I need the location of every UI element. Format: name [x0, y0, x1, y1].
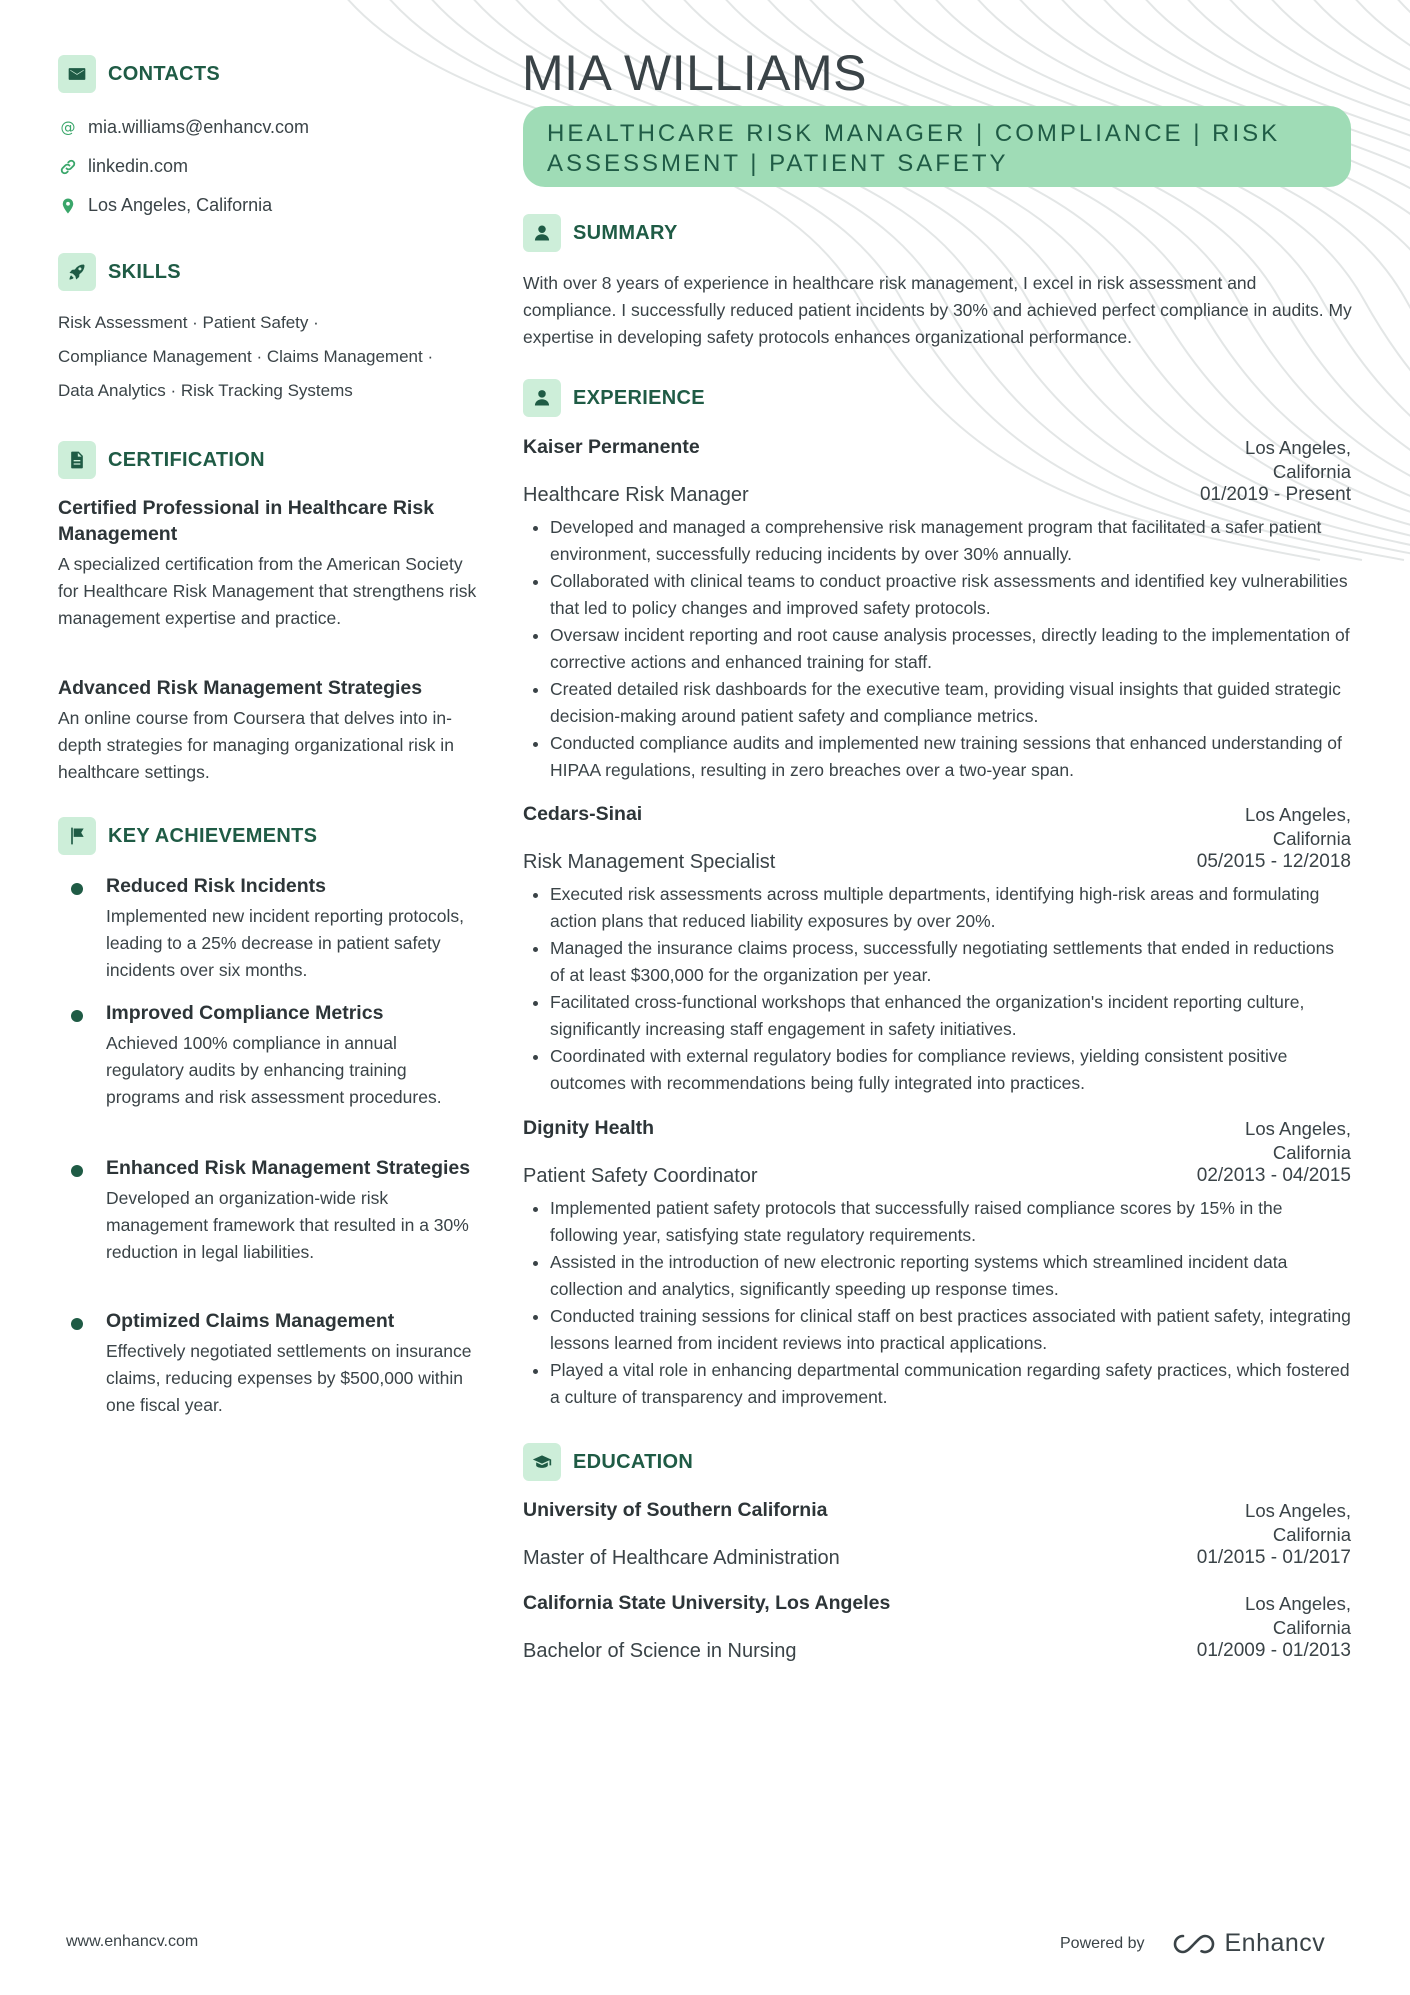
job-bullet: • Executed risk assessments across multiple departments, identifying high-risk areas and formulating action plans that reduced liability exposures by over 20%.	[550, 881, 1351, 935]
document-icon	[58, 441, 96, 479]
degree: Bachelor of Science in Nursing	[523, 1640, 797, 1662]
achievement-item	[58, 1000, 478, 1111]
bullet-dot	[71, 883, 83, 895]
skills-line: Data Analytics · Risk Tracking Systems	[58, 381, 353, 400]
job-location: Los Angeles, California	[1245, 437, 1351, 482]
skills-line: Compliance Management · Claims Management ·	[58, 347, 434, 366]
achievement-title: Reduced Risk Incidents	[106, 875, 326, 897]
job-bullet: • Facilitated cross-functional workshops that enhanced the organization's incident reporting culture, significantly increasing staff engagement in safety initiatives.	[550, 989, 1351, 1043]
education-dates: 01/2009 - 01/2013	[1196, 1640, 1351, 1661]
contacts-heading	[58, 55, 220, 93]
experience-title: EXPERIENCE	[573, 386, 705, 409]
achievement-description: Effectively negotiated settlements on insurance claims, reducing expenses by $500,000 within one fiscal year.	[106, 1341, 472, 1415]
degree: Master of Healthcare Administration	[523, 1547, 840, 1569]
graduation-cap-icon	[523, 1443, 561, 1481]
school-name: University of Southern California	[523, 1499, 828, 1521]
achievement-description: Achieved 100% compliance in annual regulatory audits by enhancing training programs and risk assessment procedures.	[106, 1033, 442, 1107]
briefcase-user-icon	[523, 379, 561, 417]
certification-description: An online course from Coursera that delves into in-depth strategies for managing organizational risk in healthcare settings.	[58, 708, 454, 782]
job-bullet: • Collaborated with clinical teams to conduct proactive risk assessments and identified key vulnerabilities that led to policy changes and improved safety protocols.	[550, 568, 1351, 622]
svg-text:@: @	[60, 118, 76, 136]
job-bullet: • Assisted in the introduction of new electronic reporting systems which streamlined incident data collection and analytics, significantly speeding up response times.	[550, 1249, 1351, 1303]
achievement-item	[58, 873, 478, 984]
experience-entry	[523, 1117, 1351, 1411]
skills-list	[58, 306, 478, 408]
achievement-description: Implemented new incident reporting protocols, leading to a 25% decrease in patient safety incidents over six months.	[106, 906, 464, 980]
education-dates: 01/2015 - 01/2017	[1196, 1547, 1351, 1568]
wave-line	[1348, 0, 1410, 560]
job-title: Patient Safety Coordinator	[523, 1165, 758, 1187]
contacts-title: CONTACTS	[108, 62, 221, 85]
bullet-dot	[71, 1165, 83, 1177]
summary-title: SUMMARY	[573, 221, 678, 244]
skills-title: SKILLS	[108, 260, 181, 283]
education-entry	[523, 1592, 1351, 1670]
summary-text: With over 8 years of experience in healthcare risk management, I excel in risk assessment and compliance. I successfully reduced patient incidents by 30% and achieved perfect compliance in audits. My expertise in developing safety protocols enhances organizational performance.	[523, 273, 1352, 347]
job-dates: 02/2013 - 04/2015	[1196, 1165, 1351, 1186]
certification-title: CERTIFICATION	[108, 448, 265, 471]
at-icon	[58, 118, 78, 138]
rocket-icon	[58, 253, 96, 291]
job-bullet: • Conducted training sessions for clinical staff on best practices associated with patient safety, integrating lessons learned from incident reviews into practical applications.	[550, 1303, 1351, 1357]
candidate-name: MIA WILLIAMS	[522, 45, 867, 101]
achievement-title: Optimized Claims Management	[106, 1310, 395, 1332]
company-name: Kaiser Permanente	[523, 436, 700, 458]
job-location: Los Angeles, California	[1245, 804, 1351, 849]
achievement-description: Developed an organization-wide risk management framework that resulted in a 30% reduction in legal liabilities.	[106, 1188, 469, 1262]
job-location: Los Angeles, California	[1245, 1118, 1351, 1163]
school-name: California State University, Los Angeles	[523, 1592, 891, 1614]
company-name: Dignity Health	[523, 1117, 655, 1139]
contact-linkedin[interactable]	[58, 156, 188, 177]
location-text: Los Angeles, California	[88, 195, 273, 215]
bullet-dot	[71, 1318, 83, 1330]
job-bullet: • Coordinated with external regulatory bodies for compliance reviews, yielding consistent positive outcomes with recommendations being fully integrated into practices.	[550, 1043, 1351, 1097]
skills-line: Risk Assessment · Patient Safety ·	[58, 313, 319, 332]
contact-email[interactable]	[58, 117, 309, 138]
experience-entry	[523, 436, 1351, 784]
experience-entry	[523, 803, 1351, 1097]
location-pin-icon	[58, 196, 78, 216]
certification-heading	[58, 441, 265, 479]
achievement-item	[58, 1308, 478, 1419]
achievement-item	[58, 1155, 478, 1266]
company-name: Cedars-Sinai	[523, 803, 643, 825]
job-bullet: • Created detailed risk dashboards for the executive team, providing visual insights that guided strategic decision-making around patient safety and compliance metrics.	[550, 676, 1351, 730]
job-dates: 01/2019 - Present	[1199, 484, 1351, 505]
contact-location	[58, 195, 272, 216]
experience-heading	[523, 379, 705, 417]
skills-heading	[58, 253, 181, 291]
link-icon	[58, 157, 78, 177]
certification-name: Advanced Risk Management Strategies	[58, 677, 423, 699]
job-bullet: • Developed and managed a comprehensive risk management program that facilitated a safer patient environment, successfully reducing incidents by over 30% annually.	[550, 514, 1351, 568]
job-bullet: • Conducted compliance audits and implemented new training sessions that enhanced understanding of HIPAA regulations, resulting in zero breaches over a two-year span.	[550, 730, 1351, 784]
infinity-logo-icon	[1171, 1931, 1217, 1957]
job-bullet: • Managed the insurance claims process, successfully negotiating settlements that ended in reductions of at least $300,000 for the organization per year.	[550, 935, 1351, 989]
job-bullet: • Oversaw incident reporting and root cause analysis processes, directly leading to the implementation of corrective actions and enhanced training for staff.	[550, 622, 1351, 676]
education-title: EDUCATION	[573, 1450, 694, 1473]
achievement-title: Enhanced Risk Management Strategies	[106, 1157, 471, 1179]
certification-item	[58, 495, 478, 632]
certification-description: A specialized certification from the American Society for Healthcare Risk Management that strengthens risk management expertise and practice.	[58, 554, 477, 628]
flag-icon	[58, 817, 96, 855]
wave-line	[1390, 0, 1410, 560]
job-bullet: • Implemented patient safety protocols that successfully raised compliance scores by 15% in the following year, satisfying state regulatory requirements.	[550, 1195, 1351, 1249]
email-text: mia.williams@enhancv.com	[88, 117, 310, 137]
achievements-title: KEY ACHIEVEMENTS	[108, 824, 318, 847]
certification-item	[58, 675, 478, 786]
school-location: Los Angeles, California	[1245, 1593, 1351, 1638]
user-icon	[523, 214, 561, 252]
education-heading	[523, 1443, 693, 1481]
linkedin-text: linkedin.com	[88, 156, 189, 176]
brand-logo[interactable]	[1171, 1929, 1326, 1958]
summary-heading	[523, 214, 678, 252]
job-title: Healthcare Risk Manager	[523, 484, 749, 506]
job-title: Risk Management Specialist	[523, 851, 776, 873]
bullet-dot	[71, 1010, 83, 1022]
headline-tagline: HEALTHCARE RISK MANAGER | COMPLIANCE | RISK ASSESSMENT | PATIENT SAFETY	[523, 106, 1351, 187]
certification-name: Certified Professional in Healthcare Risk Management	[58, 497, 435, 545]
education-entry	[523, 1499, 1351, 1577]
school-location: Los Angeles, California	[1245, 1500, 1351, 1545]
job-bullets	[523, 881, 1351, 1097]
footer-powered-by	[1060, 1929, 1325, 1958]
envelope-icon	[58, 55, 96, 93]
powered-by-text: Powered by	[1060, 1934, 1145, 1952]
footer-website[interactable]: www.enhancv.com	[66, 1933, 199, 1950]
brand-name: Enhancv	[1224, 1929, 1326, 1957]
job-dates: 05/2015 - 12/2018	[1196, 851, 1351, 872]
job-bullet: • Played a vital role in enhancing departmental communication regarding safety practices, which fostered a culture of transparency and improvement.	[550, 1357, 1351, 1411]
job-bullets	[523, 1195, 1351, 1411]
job-bullets	[523, 514, 1351, 784]
achievement-title: Improved Compliance Metrics	[106, 1002, 384, 1024]
achievements-heading	[58, 817, 317, 855]
